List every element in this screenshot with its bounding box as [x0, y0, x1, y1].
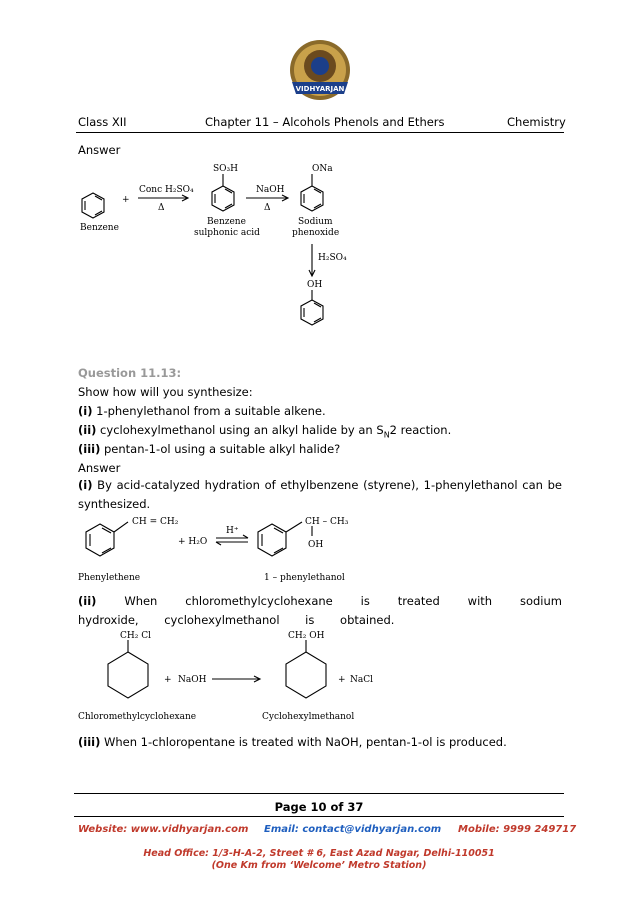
header-class: Class XII [78, 115, 127, 129]
label-catalyst: H⁺ [226, 526, 239, 536]
logo-text: VIDHYARJAN [295, 85, 345, 93]
footer-mobile: Mobile: 9999 249717 [458, 824, 577, 835]
item-number: (i) [78, 404, 93, 418]
answer-label-1: Answer [78, 143, 121, 157]
label-oh: OH [307, 280, 323, 290]
header-subject: Chemistry [507, 115, 566, 129]
label-benzene: Benzene [80, 223, 119, 233]
item-number: (ii) [78, 423, 97, 437]
label-cyclohexylmethanol: Cyclohexylmethanol [262, 712, 355, 722]
part-number: (ii) [78, 594, 97, 608]
heat-symbol-1: Δ [158, 203, 165, 213]
question-item-1 [78, 404, 326, 418]
reagent-conc-h2so4: Conc H₂SO₄ [139, 185, 194, 195]
footer-rule-2 [74, 816, 564, 817]
part-text: By acid-catalyzed hydration of ethylbenzene (styrene), 1-phenylethanol can be synthesized. [78, 478, 562, 511]
label-phenylethene: Phenylethene [78, 573, 141, 583]
label-1-phenylethanol: 1 – phenylethanol [264, 573, 345, 583]
item-text-b: 2 reaction. [389, 423, 452, 437]
plus-sign-1: + [164, 675, 172, 685]
question-item-2 [78, 423, 451, 442]
footer-head-office: Head Office: 1/3-H-A-2, Street # 6, East Azad Nagar, Delhi-110051 [143, 848, 495, 859]
item-text-a: cyclohexylmethanol using an alkyl halide by an S [96, 423, 384, 437]
label-phenoxide: phenoxide [292, 228, 340, 238]
reaction-scheme-substitution [76, 628, 376, 724]
item-number: (iii) [78, 442, 101, 456]
question-title: Question 11.13: [78, 366, 182, 380]
label-chloromethylcyclohexane: Chloromethylcyclohexane [78, 712, 197, 722]
label-benzene-sulphonic-2: sulphonic acid [194, 228, 260, 238]
label-ona: ONa [312, 164, 333, 174]
part-text: When 1-chloropentane is treated with NaOH, pentan-1-ol is produced. [100, 735, 507, 749]
item-text: 1-phenylethanol from a suitable alkene. [92, 404, 326, 418]
question-item-3 [78, 442, 340, 456]
reaction-scheme-hydration [76, 512, 366, 587]
label-naoh: NaOH [178, 675, 207, 685]
label-product-oh: OH [308, 540, 324, 550]
answer-part-i [78, 476, 562, 514]
item-subscript: N [383, 430, 390, 440]
part-text: When chloromethylcyclohexane is treated with sodium hydroxide, cyclohexylmethanol is obtained. [78, 594, 562, 627]
page-number: Page 10 of 37 [274, 800, 364, 814]
label-ch2cl: CH₂ Cl [120, 631, 151, 641]
part-number: (i) [78, 478, 93, 492]
logo [280, 36, 360, 112]
footer-website: Website: www.vidhyarjan.com [78, 824, 249, 835]
plus-sign-2: + [338, 675, 346, 685]
question-prompt: Show how will you synthesize: [78, 385, 253, 399]
header-chapter: Chapter 11 – Alcohols Phenols and Ethers [205, 115, 445, 129]
answer-part-iii [78, 735, 507, 749]
reaction-scheme-phenol [76, 160, 376, 335]
footer-landmark: (One Km from ‘Welcome’ Metro Station) [211, 860, 427, 871]
label-alkene-group: CH = CH₂ [132, 517, 179, 527]
label-water: + H₂O [178, 537, 208, 547]
plus-sign: + [122, 195, 130, 205]
answer-part-ii [78, 592, 562, 630]
label-ch2oh: CH₂ OH [288, 631, 325, 641]
heat-symbol-2: Δ [264, 203, 271, 213]
label-product-group: CH – CH₃ [305, 517, 349, 527]
label-nacl: NaCl [350, 675, 374, 685]
label-benzene-sulphonic-1: Benzene [207, 217, 246, 227]
footer-email: Email: contact@vidhyarjan.com [264, 824, 442, 835]
item-text: pentan-1-ol using a suitable alkyl halide? [100, 442, 341, 456]
header-rule [76, 132, 564, 133]
reagent-h2so4: H₂SO₄ [318, 253, 347, 263]
part-number: (iii) [78, 735, 101, 749]
label-sodium: Sodium [298, 217, 333, 227]
label-so3h: SO₃H [213, 164, 239, 174]
answer-label-2: Answer [78, 461, 121, 475]
footer-rule [74, 793, 564, 794]
reagent-naoh: NaOH [256, 185, 285, 195]
